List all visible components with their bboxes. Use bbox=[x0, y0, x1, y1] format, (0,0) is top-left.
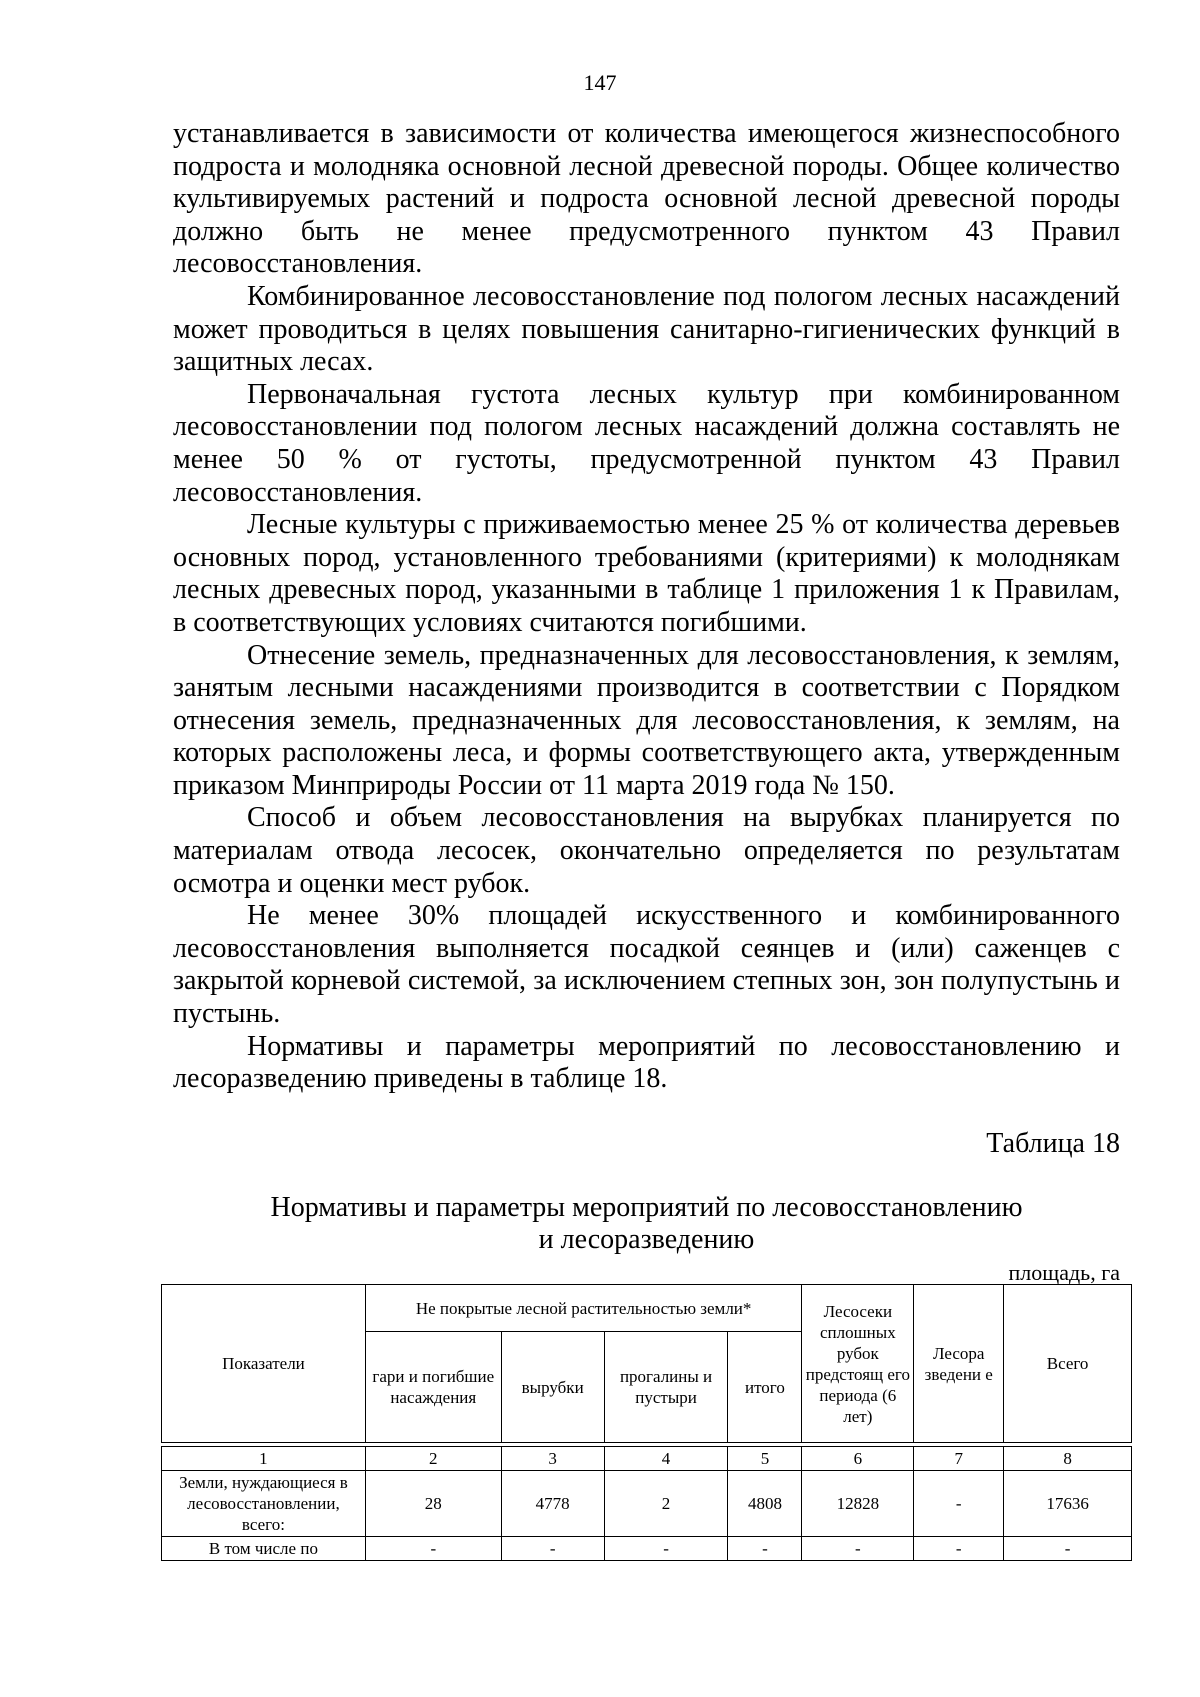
table-label: Таблица 18 bbox=[986, 1128, 1120, 1159]
table-cell: 17636 bbox=[1004, 1471, 1132, 1537]
paragraph: Комбинированное лесовосстановление под пологом лесных насаждений может проводиться в целях повышения санитарно-гигиенических функций в защитных лесах. bbox=[173, 280, 1120, 378]
column-number: 1 bbox=[162, 1447, 366, 1471]
table-cell: - bbox=[604, 1537, 728, 1561]
table-cell: - bbox=[1004, 1537, 1132, 1561]
table-cell: 4808 bbox=[728, 1471, 802, 1537]
table-title-line: Нормативы и параметры мероприятий по лесовосстановлению bbox=[270, 1192, 1023, 1223]
table-cell: 12828 bbox=[802, 1471, 914, 1537]
header-glades: прогалины и пустыри bbox=[604, 1332, 728, 1443]
table-cell: - bbox=[501, 1537, 604, 1561]
column-number: 4 bbox=[604, 1447, 728, 1471]
column-number: 8 bbox=[1004, 1447, 1132, 1471]
table-cell: 2 bbox=[604, 1471, 728, 1537]
header-not-covered-group: Не покрытые лесной растительностью земли* bbox=[365, 1285, 802, 1332]
table-cell: 28 bbox=[365, 1471, 501, 1537]
column-number: 3 bbox=[501, 1447, 604, 1471]
header-indicators: Показатели bbox=[162, 1285, 366, 1443]
table-unit: площадь, га bbox=[1008, 1260, 1120, 1285]
table-cell: - bbox=[728, 1537, 802, 1561]
paragraph: Первоначальная густота лесных культур при комбинированном лесовосстановлении под пологом лесных насаждений должна составлять не менее 50 % от густоты, предусмотренной пунктом 43 Правил лесовосстановления. bbox=[173, 378, 1120, 508]
header-row bbox=[162, 1285, 1132, 1332]
norms-table bbox=[161, 1284, 1132, 1561]
header-afforestation: Лесора зведени е bbox=[914, 1285, 1004, 1443]
table-cell: - bbox=[365, 1537, 501, 1561]
table-row bbox=[162, 1471, 1132, 1537]
column-number: 5 bbox=[728, 1447, 802, 1471]
paragraph: устанавливается в зависимости от количества имеющегося жизнеспособного подроста и молодняка основной лесной древесной породы. Общее количество культивируемых растений и подроста основной лесной древесной породы должно быть не менее предусмотренного пунктом 43 Правил лесовосстановления. bbox=[173, 118, 1120, 280]
column-number-row bbox=[162, 1447, 1132, 1471]
header-clearcuts: вырубки bbox=[501, 1332, 604, 1443]
header-upcoming-cuts: Лесосеки сплошных рубок предстоящ его периода (6 лет) bbox=[802, 1285, 914, 1443]
table-cell: - bbox=[914, 1537, 1004, 1561]
table-cell: - bbox=[914, 1471, 1004, 1537]
column-number: 7 bbox=[914, 1447, 1004, 1471]
table-cell: - bbox=[802, 1537, 914, 1561]
row-label: Земли, нуждающиеся в лесовосстановлении, всего: bbox=[162, 1471, 366, 1537]
column-number: 2 bbox=[365, 1447, 501, 1471]
paragraph: Нормативы и параметры мероприятий по лесовосстановлению и лесоразведению приведены в таблице 18. bbox=[173, 1030, 1120, 1095]
header-burned: гари и погибшие насаждения bbox=[365, 1332, 501, 1443]
page-number: 147 bbox=[583, 70, 617, 95]
paragraph: Способ и объем лесовосстановления на вырубках планируется по материалам отвода лесосек, окончательно определяется по результатам осмотра и оценки мест рубок. bbox=[173, 802, 1120, 899]
paragraph: Не менее 30% площадей искусственного и комбинированного лесовосстановления выполняется посадкой сеянцев и (или) саженцев с закрытой корневой системой, за исключением степных зон, зон полупустынь и пустынь. bbox=[173, 900, 1120, 1030]
header-total: Всего bbox=[1004, 1285, 1132, 1443]
header-subtotal: итого bbox=[728, 1332, 802, 1443]
paragraph: Отнесение земель, предназначенных для лесовосстановления, к землям, занятым лесными насаждениями производится в соответствии с Порядком отнесения земель, предназначенных для лесовосстановления, к землям, на которых расположены леса, и формы соответствующего акта, утвержденным приказом Минприроды России от 11 марта 2019 года № 150. bbox=[173, 639, 1120, 801]
table-title bbox=[173, 1192, 1120, 1256]
table-title-line: и лесоразведению bbox=[538, 1224, 755, 1255]
paragraph: Лесные культуры с приживаемостью менее 25 % от количества деревьев основных пород, установленного требованиями (критериями) к молоднякам лесных древесных пород, указанными в таблице 1 приложения 1 к Правилам, в соответствующих условиях считаются погибшими. bbox=[173, 509, 1120, 638]
column-number: 6 bbox=[802, 1447, 914, 1471]
row-label: В том числе по bbox=[162, 1537, 366, 1561]
body-text bbox=[173, 118, 1120, 1096]
table-cell: 4778 bbox=[501, 1471, 604, 1537]
table-row bbox=[162, 1537, 1132, 1561]
